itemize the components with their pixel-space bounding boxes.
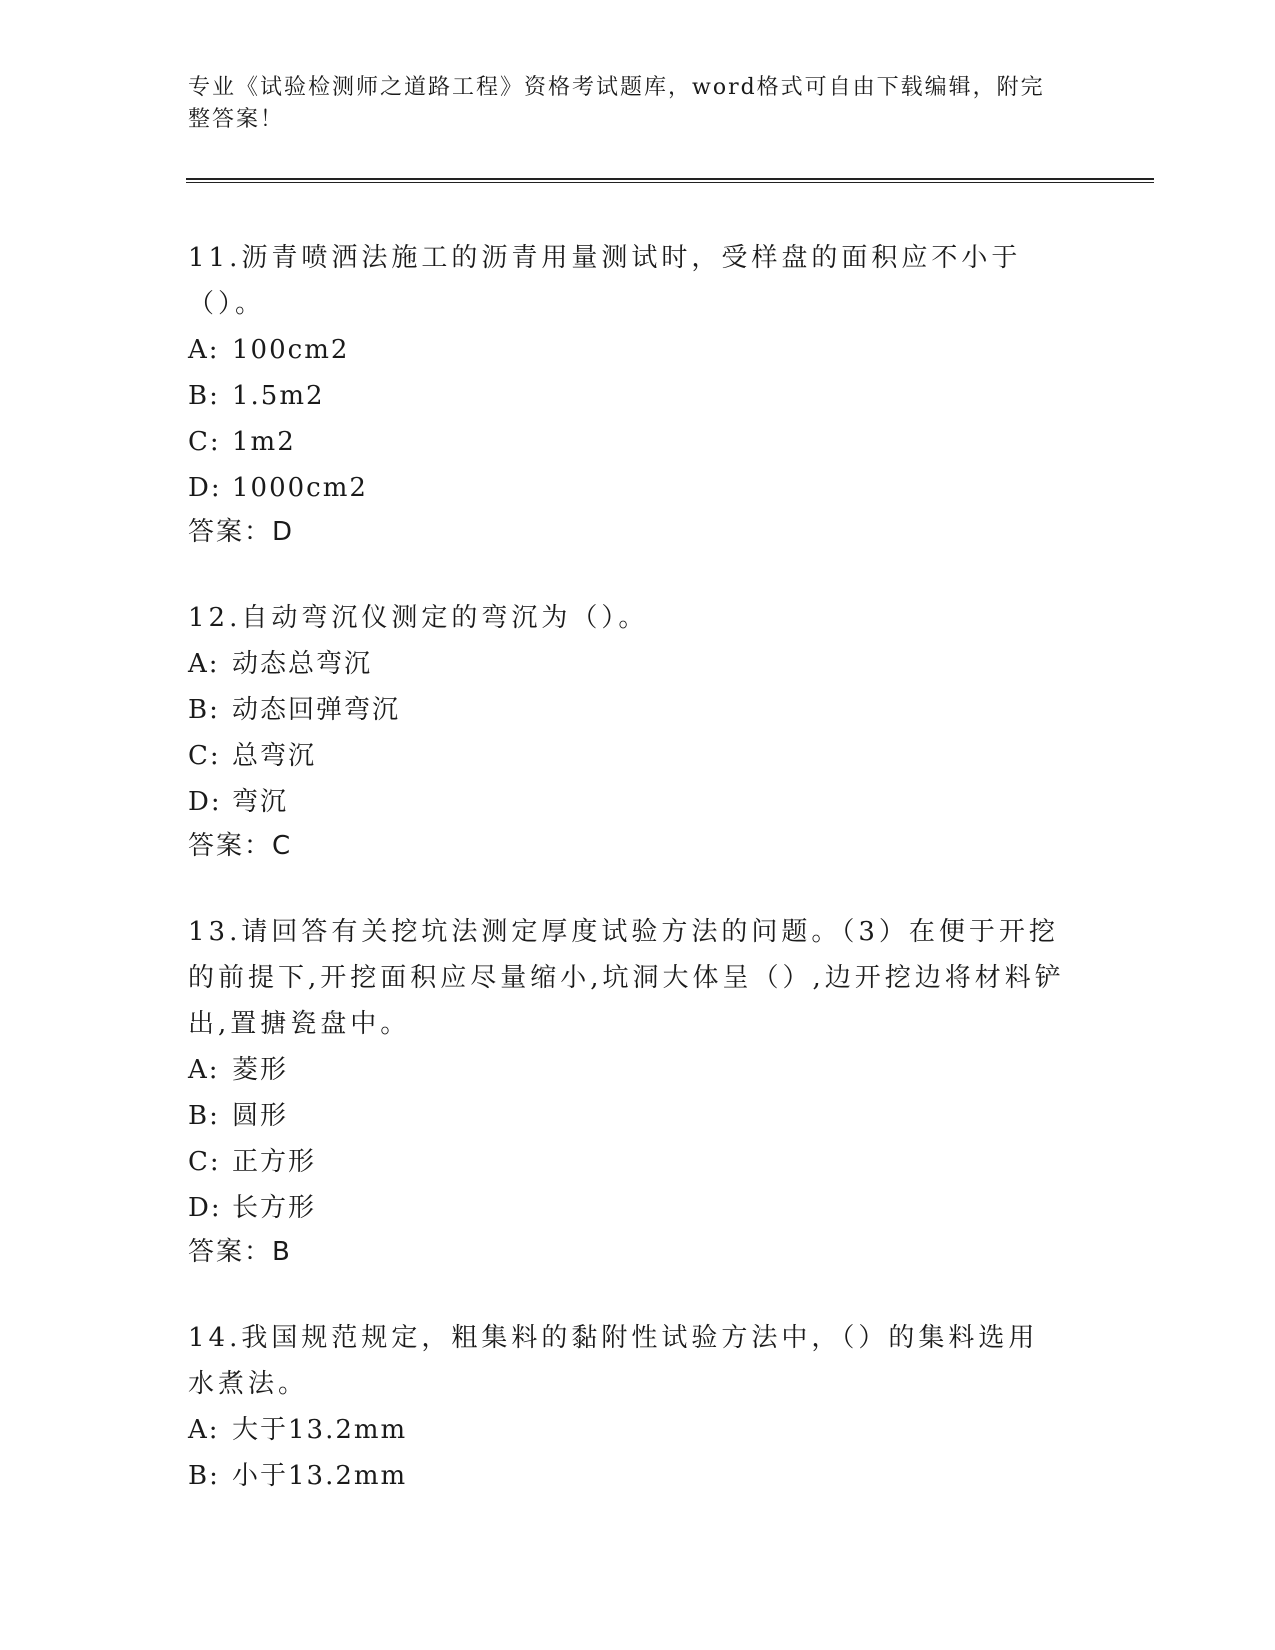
question-item (188, 909, 1068, 1273)
option-c (188, 1139, 1068, 1185)
question-text: 12.自动弯沉仪测定的弯沉为（）。 (188, 603, 649, 633)
option-text: 总弯沉 (232, 741, 317, 771)
answer-text: 答案：B (188, 1237, 292, 1267)
option-letter: C: (188, 427, 221, 457)
question-item (188, 595, 1068, 867)
option-c (188, 419, 1068, 465)
option-letter: A: (188, 1055, 220, 1085)
option-text: 1.5m2 (232, 381, 325, 411)
option-d (188, 779, 1068, 825)
option-letter: B: (188, 381, 220, 411)
option-letter: D: (188, 787, 222, 817)
option-letter: C: (188, 1147, 221, 1177)
option-b (188, 1453, 1068, 1499)
option-text: 长方形 (232, 1193, 317, 1223)
option-text: 小于13.2mm (232, 1461, 408, 1491)
option-b (188, 1093, 1068, 1139)
question-list (188, 235, 1068, 1541)
question-item (188, 235, 1068, 553)
option-b (188, 687, 1068, 733)
option-text: 圆形 (232, 1101, 289, 1131)
option-text: 弯沉 (232, 787, 289, 817)
option-letter: B: (188, 1461, 220, 1491)
answer-text: 答案：D (188, 517, 295, 547)
option-text: 正方形 (232, 1147, 317, 1177)
question-text: 13.请回答有关挖坑法测定厚度试验方法的问题。（3）在便于开挖的前提下,开挖面积应尽量缩小,坑洞大体呈（）,边开挖边将材料铲出,置搪瓷盘中。 (188, 917, 1065, 1039)
option-text: 动态回弹弯沉 (232, 695, 401, 725)
option-text: 100cm2 (232, 335, 350, 365)
option-letter: B: (188, 1101, 220, 1131)
option-letter: A: (188, 1415, 220, 1445)
option-letter: A: (188, 649, 220, 679)
option-text: 1000cm2 (232, 473, 368, 503)
option-text: 菱形 (232, 1055, 289, 1085)
option-a (188, 1047, 1068, 1093)
option-b (188, 373, 1068, 419)
option-letter: A: (188, 335, 220, 365)
option-text: 1m2 (232, 427, 296, 457)
option-text: 动态总弯沉 (232, 649, 373, 679)
option-letter: D: (188, 1193, 222, 1223)
answer-text: 答案：C (188, 831, 293, 861)
option-text: 大于13.2mm (232, 1415, 408, 1445)
question-text: 14.我国规范规定，粗集料的黏附性试验方法中，（）的集料选用水煮法。 (188, 1323, 1039, 1399)
option-a (188, 641, 1068, 687)
option-d (188, 465, 1068, 511)
option-c (188, 733, 1068, 779)
option-a (188, 1407, 1068, 1453)
option-letter: D: (188, 473, 222, 503)
option-letter: C: (188, 741, 221, 771)
option-d (188, 1185, 1068, 1231)
question-text: 11.沥青喷洒法施工的沥青用量测试时，受样盘的面积应不小于（）。 (188, 243, 1022, 319)
question-item (188, 1315, 1068, 1499)
option-letter: B: (188, 695, 220, 725)
header-divider (186, 178, 1154, 183)
document-header: 专业《试验检测师之道路工程》资格考试题库，word格式可自由下载编辑，附完整答案！ (188, 75, 1045, 132)
option-a (188, 327, 1068, 373)
